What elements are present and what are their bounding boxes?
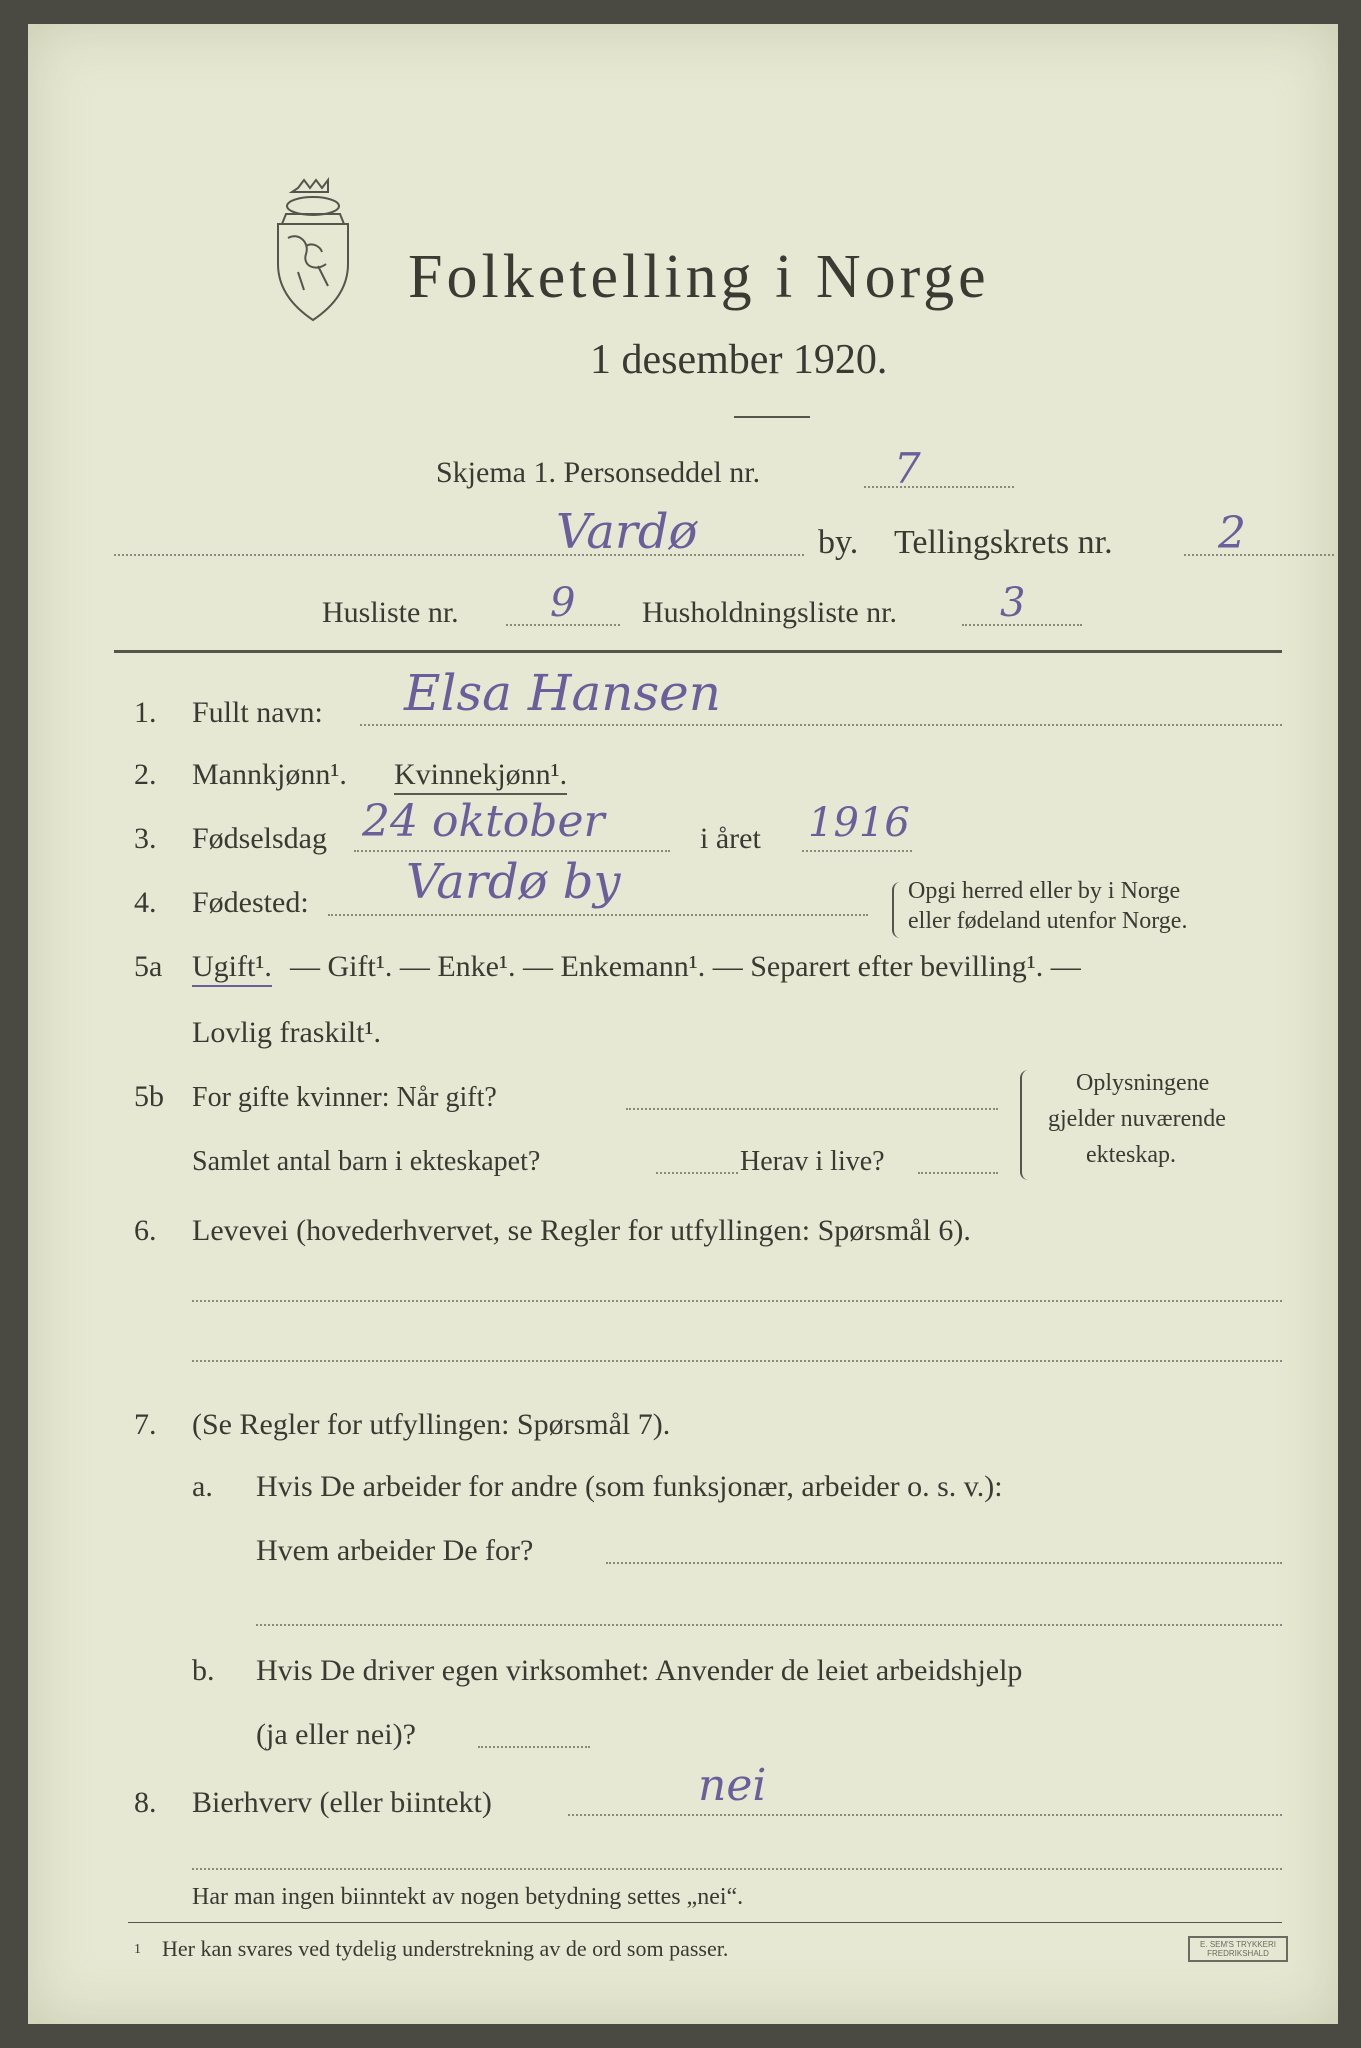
q5b-married-field-line [626, 1108, 998, 1110]
q5a-other-options: — Gift¹. — Enke¹. — Enkemann¹. — Separert efter bevilling¹. — [290, 950, 1081, 983]
q1-label: Fullt navn: [192, 696, 323, 729]
form-title: Folketelling i Norge [408, 243, 990, 311]
header-rule [114, 650, 1282, 653]
q5b-number: 5b [134, 1080, 164, 1113]
skjema-label: Skjema 1. Personseddel nr. [436, 456, 761, 489]
q8-field-line [568, 1814, 1282, 1816]
q5b-line1: For gifte kvinner: Når gift? [192, 1082, 497, 1113]
q5b-children-field-line [656, 1172, 738, 1174]
q5b-alive-field-line [918, 1172, 998, 1174]
q5a-number: 5a [134, 950, 163, 983]
q8-value: nei [698, 1760, 767, 1811]
q4-note-brace [892, 882, 902, 938]
q1-number: 1. [134, 696, 157, 729]
husholdning-value: 3 [1000, 580, 1026, 626]
footer-note: Har man ingen biinntekt av nogen betydning settes „nei“. [192, 1884, 744, 1910]
q7a-number: a. [192, 1470, 213, 1503]
q6-answer-line1 [192, 1300, 1282, 1302]
q3-year-label: i året [700, 822, 761, 855]
q3-number: 3. [134, 822, 157, 855]
by-value: Vardø [556, 504, 698, 560]
q3-birthday-value: 24 oktober [362, 796, 605, 847]
q7b-field-line [478, 1746, 590, 1748]
q5a-unmarried-option-underlined: Ugift¹. [192, 950, 272, 987]
census-form [28, 24, 1338, 2024]
q5b-note-brace [1020, 1070, 1032, 1180]
q3-year-field-line [802, 850, 912, 852]
q5b-children-label: Samlet antal barn i ekteskapet? [192, 1146, 541, 1177]
q4-field-line [328, 914, 868, 916]
q4-note-line2: eller fødeland utenfor Norge. [908, 908, 1188, 934]
q4-note-line1: Opgi herred eller by i Norge [908, 878, 1181, 904]
footer-dotted-line [192, 1868, 1282, 1870]
skjema-value: 7 [894, 444, 921, 493]
q4-label: Fødested: [192, 886, 309, 919]
q1-full-name-value: Elsa Hansen [404, 664, 721, 722]
q6-label: Levevei (hovederhvervet, se Regler for utfyllingen: Spørsmål 6). [192, 1214, 971, 1247]
q3-field-line [354, 850, 670, 852]
q7b-line2: (ja eller nei)? [256, 1718, 416, 1751]
q7a-field-line2 [256, 1624, 1282, 1626]
husholdning-label: Husholdningsliste nr. [642, 596, 898, 629]
coat-of-arms-icon [258, 176, 368, 326]
q7a-line1: Hvis De arbeider for andre (som funksjonær, arbeider o. s. v.): [256, 1470, 1003, 1503]
q4-birthplace-value: Vardø by [406, 854, 621, 910]
q5a-line2: Lovlig fraskilt¹. [192, 1016, 381, 1049]
census-date: 1 desember 1920. [590, 337, 888, 383]
q5b-note-line2: gjelder nuværende [1048, 1106, 1226, 1132]
q2-male-option: Mannkjønn¹. [192, 758, 347, 791]
footnote-text: Her kan svares ved tydelig understrekning av de ord som passer. [162, 1936, 729, 1961]
q5b-note-line3: ekteskap. [1086, 1142, 1176, 1168]
husliste-label: Husliste nr. [322, 596, 459, 629]
footnote-marker: 1 [134, 1942, 141, 1957]
q7b-line1: Hvis De driver egen virksomhet: Anvender de leiet arbeidshjelp [256, 1654, 1023, 1687]
q3-year-value: 1916 [808, 800, 910, 846]
q8-number: 8. [134, 1786, 157, 1819]
q7b-number: b. [192, 1654, 215, 1687]
q8-label: Bierhverv (eller biintekt) [192, 1786, 492, 1819]
q2-number: 2. [134, 758, 157, 791]
q6-number: 6. [134, 1214, 157, 1247]
husliste-value: 9 [550, 580, 576, 626]
q5b-alive-label: Herav i live? [740, 1146, 885, 1177]
q7a-line2: Hvem arbeider De for? [256, 1534, 534, 1567]
by-field-line [114, 554, 804, 556]
printer-stamp: E. SEM'S TRYKKERI FREDRIKSHALD [1188, 1936, 1288, 1962]
tellingskrets-label: Tellingskrets nr. [894, 524, 1113, 561]
q6-answer-line2 [192, 1360, 1282, 1362]
tellingskrets-field-line [1184, 554, 1334, 556]
by-label: by. [818, 524, 859, 561]
q7-label: (Se Regler for utfyllingen: Spørsmål 7). [192, 1408, 671, 1441]
q2-female-option-underlined: Kvinnekjønn¹. [394, 758, 567, 795]
skjema-field-line [864, 486, 1014, 488]
tellingskrets-value: 2 [1218, 508, 1246, 559]
q3-label: Fødselsdag [192, 822, 327, 855]
q7-number: 7. [134, 1408, 157, 1441]
q7a-field-line1 [606, 1562, 1282, 1564]
q1-field-line [360, 724, 1282, 726]
q4-number: 4. [134, 886, 157, 919]
footnote-rule [128, 1922, 1282, 1923]
q5b-note-line1: Oplysningene [1076, 1070, 1210, 1096]
title-divider [734, 416, 810, 418]
